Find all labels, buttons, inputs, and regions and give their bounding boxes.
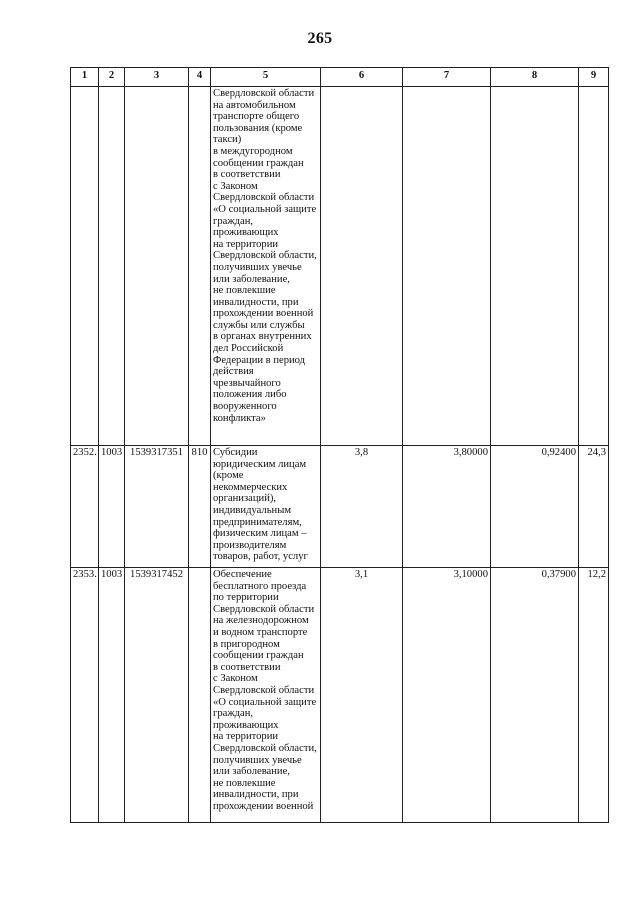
description-line: с Законом	[213, 673, 258, 685]
description-line: Свердловской области	[213, 88, 315, 99]
table-row	[71, 568, 609, 823]
description-line: такси)	[213, 134, 242, 146]
amount-cell	[491, 87, 579, 446]
expense-type-cell: 810	[189, 446, 211, 568]
description-line: вооруженного	[213, 401, 277, 413]
percent-cell	[579, 87, 609, 446]
description-line: Свердловской области	[213, 684, 315, 696]
amount-cell: 3,8	[321, 446, 403, 568]
description-line: граждан,	[213, 708, 254, 720]
description-line: транспорте общего	[213, 111, 300, 123]
column-header-6: 6	[321, 68, 403, 87]
description-line: на территории	[213, 731, 279, 743]
description-line: чрезвычайного	[213, 377, 281, 389]
description-cell	[211, 87, 321, 446]
description-line: проживающих	[213, 227, 279, 239]
column-header-8: 8	[491, 68, 579, 87]
description-line: действия	[213, 366, 254, 378]
description-line: в пригородном	[213, 638, 280, 650]
description-line: на автомобильном	[213, 99, 296, 111]
table-row	[71, 446, 609, 568]
description-line: «О социальной защите	[213, 696, 317, 708]
description-line: прохождении военной	[213, 800, 314, 812]
column-header-2: 2	[99, 68, 125, 87]
description-line: или заболевание,	[213, 273, 290, 285]
description-line: прохождении военной	[213, 308, 314, 320]
description-line: на территории	[213, 238, 279, 250]
percent-cell: 12,2	[579, 568, 609, 823]
amount-cell: 3,80000	[403, 446, 491, 568]
description-line: получивших увечье	[213, 261, 302, 273]
description-line: пользования (кроме	[213, 122, 303, 134]
description-cell	[211, 446, 321, 568]
description-line: инвалидности, при	[213, 296, 299, 308]
description-line: сообщении граждан	[213, 157, 304, 169]
row-number-cell: 2353.	[71, 568, 99, 823]
amount-cell	[321, 87, 403, 446]
description-line: в междугородном	[213, 145, 293, 157]
description-line: Свердловской области,	[213, 250, 317, 262]
amount-cell: 0,92400	[491, 446, 579, 568]
description-line: проживающих	[213, 719, 279, 731]
percent-cell: 24,3	[579, 446, 609, 568]
row-number-cell	[71, 87, 99, 446]
description-line: производителям	[213, 539, 287, 551]
target-code-cell: 1539317452	[125, 568, 189, 823]
description-line: Обеспечение	[213, 569, 272, 580]
description-line: не повлекшие	[213, 777, 276, 789]
column-header-3: 3	[125, 68, 189, 87]
description-line: юридическим лицам	[213, 458, 307, 470]
table-row	[71, 87, 609, 446]
description-line: индивидуальным	[213, 504, 292, 516]
description-line: некоммерческих	[213, 481, 288, 493]
row-number-cell: 2352.	[71, 446, 99, 568]
amount-cell: 0,37900	[491, 568, 579, 823]
section-code-cell: 1003	[99, 446, 125, 568]
target-code-cell	[125, 87, 189, 446]
amount-cell	[403, 87, 491, 446]
description-line: Свердловской области	[213, 192, 315, 204]
target-code-cell: 1539317351	[125, 446, 189, 568]
page-number: 265	[307, 30, 333, 47]
description-line: «О социальной защите	[213, 203, 317, 215]
description-line: сообщении граждан	[213, 650, 304, 662]
amount-cell: 3,10000	[403, 568, 491, 823]
description-line: инвалидности, при	[213, 789, 299, 801]
column-header-1: 1	[71, 68, 99, 87]
budget-table	[70, 67, 609, 823]
description-line: организаций),	[213, 493, 277, 505]
description-line: в органах внутренних	[213, 331, 312, 343]
expense-type-cell	[189, 87, 211, 446]
description-line: положения либо	[213, 389, 287, 401]
description-line: получивших увечье	[213, 754, 302, 766]
description-cell	[211, 568, 321, 823]
description-line: Свердловской области	[213, 603, 315, 615]
description-line: в соответствии	[213, 169, 281, 181]
description-line: в соответствии	[213, 661, 281, 673]
description-line: конфликта»	[213, 412, 266, 424]
header-row	[71, 68, 609, 87]
section-code-cell: 1003	[99, 568, 125, 823]
description-line: предпринимателям,	[213, 516, 302, 528]
section-code-cell	[99, 87, 125, 446]
description-line: Свердловской области,	[213, 742, 317, 754]
expense-type-cell	[189, 568, 211, 823]
description-line: бесплатного проезда	[213, 580, 307, 592]
description-line: физическим лицам –	[213, 528, 307, 540]
description-line: не повлекшие	[213, 285, 276, 297]
description-line: по территории	[213, 592, 279, 604]
description-line: (кроме	[213, 470, 244, 482]
description-line: или заболевание,	[213, 766, 290, 778]
description-line: Субсидии	[213, 447, 258, 458]
description-line: товаров, работ, услуг	[213, 551, 308, 563]
description-line: на железнодорожном	[213, 615, 309, 627]
description-line: и водном транспорте	[213, 626, 308, 638]
column-header-7: 7	[403, 68, 491, 87]
description-line: с Законом	[213, 180, 258, 192]
column-header-5: 5	[211, 68, 321, 87]
description-line: Федерации в период	[213, 354, 306, 366]
description-line: службы или службы	[213, 319, 305, 331]
description-line: граждан,	[213, 215, 254, 227]
description-line: дел Российской	[213, 343, 284, 355]
column-header-9: 9	[579, 68, 609, 87]
amount-cell: 3,1	[321, 568, 403, 823]
column-header-4: 4	[189, 68, 211, 87]
